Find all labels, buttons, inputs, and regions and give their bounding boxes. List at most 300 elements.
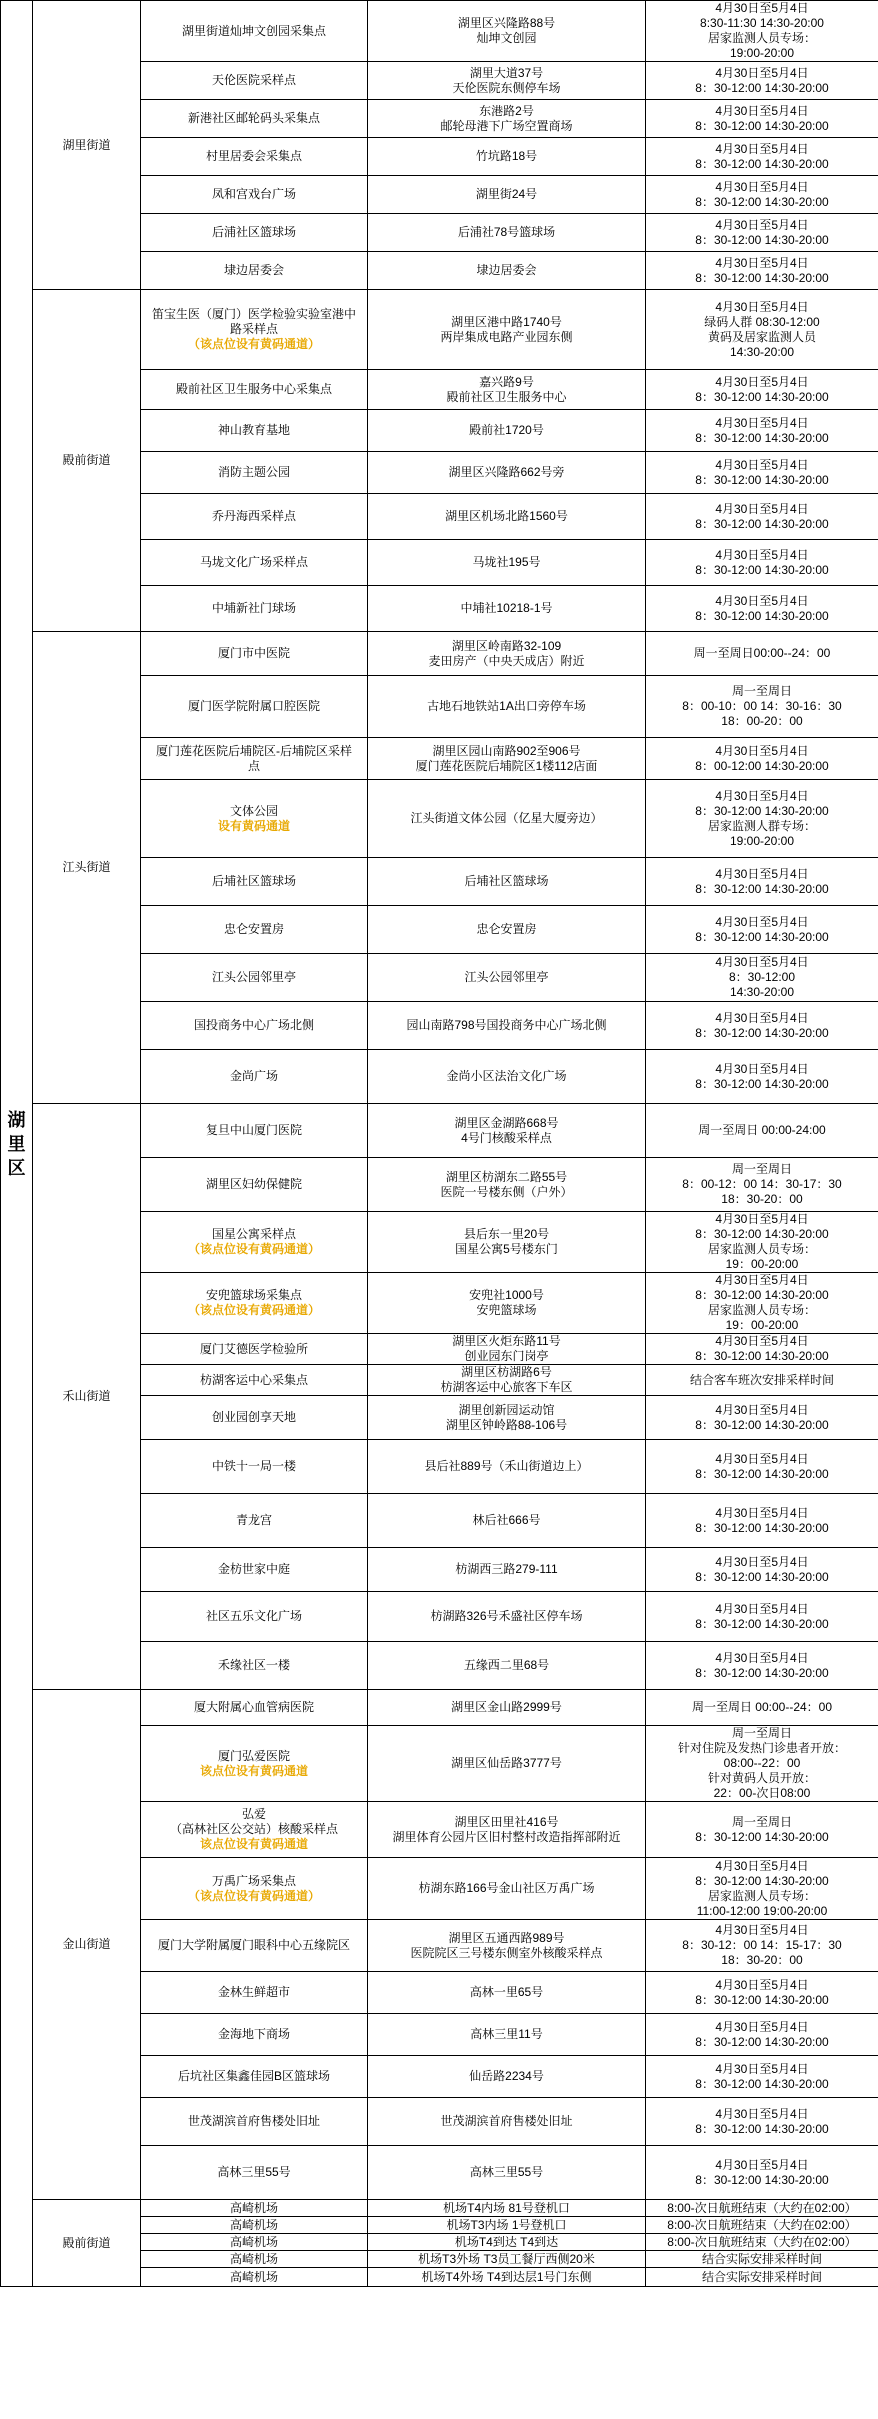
- time-cell: [646, 586, 878, 632]
- address-cell: [368, 2056, 646, 2098]
- time-cell: [646, 2251, 878, 2268]
- cell-line: 枋湖路326号禾盛社区停车场: [430, 1609, 583, 1623]
- address-cell: [368, 1494, 646, 1548]
- site-name-cell: [141, 540, 368, 586]
- cell-line: 8:00-次日航班结束（大约在02:00）: [667, 2200, 857, 2215]
- cell-line: 4月30日至5月4日: [715, 1212, 809, 1226]
- address-cell: [368, 138, 646, 176]
- cell-line: 后坑社区集鑫佳园B区篮球场: [177, 2069, 330, 2083]
- time-cell: [646, 540, 878, 586]
- cell-line: 医院一号楼东侧（户外）: [440, 1184, 573, 1199]
- site-name-cell: [141, 632, 368, 676]
- address-cell: [368, 1104, 646, 1158]
- time-cell: [646, 62, 878, 100]
- cell-line: 竹坑路18号: [475, 149, 538, 163]
- cell-line: 4月30日至5月4日: [715, 1451, 809, 1466]
- address-cell: [368, 252, 646, 290]
- cell-line: 8：30-12:00 14:30-20:00: [695, 929, 829, 944]
- cell-line: 4月30日至5月4日: [715, 1601, 809, 1616]
- site-name-cell: [141, 906, 368, 954]
- time-cell: [646, 906, 878, 954]
- cell-line: 湖里区园山南路902至906号: [432, 743, 581, 758]
- cell-line: 麦田房产（中央天成店）附近: [428, 653, 585, 668]
- cell-line: 18：30-20：00: [721, 1953, 803, 1967]
- site-name-cell: [141, 1642, 368, 1690]
- time-cell: [646, 954, 878, 1002]
- cell-line: 4月30日至5月4日: [715, 1, 809, 15]
- time-cell: [646, 1002, 878, 1050]
- site-name-cell: [141, 1972, 368, 2014]
- cell-line: 18：30-20：00: [721, 1192, 803, 1206]
- cell-line: 4月30日至5月4日: [715, 1273, 809, 1287]
- cell-line: 忠仑安置房: [223, 922, 284, 936]
- cell-line: 19：00-20:00: [725, 1257, 799, 1271]
- site-name-cell: [141, 2200, 368, 2217]
- cell-line: 8：30-12:00 14:30-20:00: [695, 2172, 829, 2187]
- time-cell: [646, 1104, 878, 1158]
- cell-line: 后浦社区篮球场: [211, 225, 296, 239]
- time-cell: [646, 2268, 878, 2287]
- cell-line: 湖里体育公园片区旧村整村改造指挥部附近: [392, 1829, 621, 1844]
- site-name-cell: [141, 1212, 368, 1273]
- cell-line: 厦门医学院附属口腔医院: [187, 699, 320, 713]
- address-cell: [368, 954, 646, 1002]
- cell-line: 居家监测人员专场：: [707, 1888, 816, 1903]
- address-cell: [368, 1802, 646, 1858]
- cell-line: 新港社区邮轮码头采集点: [187, 111, 320, 125]
- cell-line: 居家监测人员专场：: [707, 1242, 816, 1256]
- cell-line: 8：00-12:00 14:30-20:00: [695, 758, 829, 773]
- cell-line: 4月30日至5月4日: [715, 743, 809, 758]
- time-cell: [646, 738, 878, 780]
- cell-line: 湖里区兴隆路662号旁: [448, 465, 565, 479]
- cell-line: 4月30日至5月4日: [715, 1505, 809, 1520]
- cell-line: 8：30-12:00 14:30-20:00: [695, 1520, 829, 1535]
- cell-line: 周一至周日: [731, 1726, 792, 1740]
- site-name-cell: [141, 586, 368, 632]
- cell-line: 湖里区田里社416号: [454, 1814, 559, 1829]
- site-name-cell: [141, 2234, 368, 2251]
- time-cell: [646, 410, 878, 452]
- site-name-cell: [141, 1273, 368, 1334]
- cell-line: 8：30-12:00 14:30-20:00: [695, 2034, 829, 2049]
- street-cell: 禾山街道: [33, 1104, 141, 1690]
- cell-line: 枋湖客运中心旅客下车区: [440, 1380, 573, 1394]
- cell-line: 县后东一里20号: [463, 1227, 550, 1241]
- street-cell: 湖里街道: [33, 1, 141, 290]
- yellow-code-note: （该点位设有黄码通道）: [187, 1242, 320, 1256]
- address-cell: [368, 1, 646, 62]
- cell-line: 8：30-12:00 14:30-20:00: [695, 270, 829, 285]
- time-cell: [646, 858, 878, 906]
- cell-line: 国星公寓采样点: [211, 1227, 296, 1241]
- cell-line: 后埔社区篮球场: [211, 874, 296, 888]
- cell-line: 厦门弘爱医院: [217, 1748, 290, 1763]
- cell-line: 4月30日至5月4日: [715, 1402, 809, 1417]
- cell-line: 殿前社区卫生服务中心: [446, 389, 567, 404]
- cell-line: 湖里区火炬东路11号: [452, 1334, 561, 1348]
- cell-line: 8：30-12:00 14:30-20:00: [695, 1569, 829, 1584]
- cell-line: 08:00--22：00: [723, 1756, 801, 1770]
- address-cell: [368, 1050, 646, 1104]
- cell-line: 弘爱: [241, 1807, 266, 1821]
- street-cell: 殿前街道: [33, 2200, 141, 2287]
- cell-line: 14:30-20:00: [729, 344, 795, 359]
- cell-line: 湖里区钟岭路88-106号: [445, 1417, 568, 1432]
- address-cell: [368, 176, 646, 214]
- cell-line: 8：30-12:00: [728, 970, 796, 984]
- time-cell: [646, 1972, 878, 2014]
- cell-line: 点: [247, 758, 260, 773]
- cell-line: 4月30日至5月4日: [715, 1554, 809, 1569]
- site-name-cell: [141, 1396, 368, 1440]
- cell-line: 湖里区仙岳路3777号: [451, 1756, 562, 1770]
- cell-line: 湖里区枋湖东二路55号: [445, 1169, 568, 1184]
- cell-line: 乔丹海西采样点: [211, 509, 296, 523]
- cell-line: 18：00-20：00: [721, 714, 803, 728]
- address-cell: [368, 494, 646, 540]
- cell-line: 高崎机场: [229, 2200, 278, 2215]
- cell-line: 4月30日至5月4日: [715, 103, 809, 118]
- cell-line: 机场T4外场 T4到达层1号门东侧: [421, 2269, 592, 2284]
- street-cell: 殿前街道: [33, 290, 141, 632]
- cell-line: 针对黄码人员开放：: [707, 1771, 816, 1785]
- cell-line: 湖里区枋湖路6号: [461, 1365, 552, 1379]
- site-name-cell: [141, 676, 368, 738]
- time-cell: [646, 494, 878, 540]
- site-name-cell: [141, 1050, 368, 1104]
- time-cell: [646, 1273, 878, 1334]
- cell-line: 世茂湖滨首府售楼处旧址: [187, 2114, 320, 2128]
- yellow-code-note: （该点位设有黄码通道）: [187, 1303, 320, 1317]
- time-cell: [646, 2217, 878, 2234]
- district-cell: [1, 1, 33, 2287]
- cell-line: 中埔社10218-1号: [460, 601, 553, 615]
- site-name-cell: [141, 1365, 368, 1396]
- time-cell: [646, 1396, 878, 1440]
- time-cell: [646, 2098, 878, 2146]
- address-cell: [368, 2098, 646, 2146]
- address-cell: [368, 780, 646, 858]
- site-name-cell: [141, 2217, 368, 2234]
- address-cell: [368, 370, 646, 410]
- time-cell: [646, 676, 878, 738]
- cell-line: 天伦医院采样点: [211, 73, 296, 87]
- cell-line: 8：30-12:00 14:30-20:00: [695, 1992, 829, 2007]
- site-name-cell: [141, 370, 368, 410]
- address-cell: [368, 1440, 646, 1494]
- table-row: [1, 632, 878, 676]
- cell-line: 4月30日至5月4日: [715, 217, 809, 232]
- table-row: [1, 1104, 878, 1158]
- cell-line: 8:30-11:30 14:30-20:00: [700, 16, 824, 30]
- cell-line: 笛宝生医（厦门）医学检验实验室港中: [151, 307, 356, 321]
- address-cell: [368, 2217, 646, 2234]
- address-cell: [368, 906, 646, 954]
- cell-line: 8：30-12:00 14:30-20:00: [695, 881, 829, 896]
- address-cell: [368, 452, 646, 494]
- address-cell: [368, 62, 646, 100]
- cell-line: 8：30-12:00 14:30-20:00: [695, 472, 829, 487]
- time-cell: [646, 1212, 878, 1273]
- address-cell: [368, 1972, 646, 2014]
- cell-line: 医院院区三号楼东侧室外核酸采样点: [410, 1945, 603, 1960]
- time-cell: [646, 1858, 878, 1920]
- cell-line: 厦门莲花医院后埔院区1楼112店面: [415, 758, 598, 773]
- cell-line: 仙岳路2234号: [469, 2069, 544, 2083]
- address-cell: [368, 2234, 646, 2251]
- cell-line: 湖里区兴隆路88号: [457, 16, 556, 30]
- cell-line: 复旦中山厦门医院: [205, 1123, 302, 1137]
- site-name-cell: [141, 410, 368, 452]
- cell-line: 4月30日至5月4日: [715, 593, 809, 608]
- time-cell: [646, 1365, 878, 1396]
- cell-line: 8：30-12:00 14:30-20:00: [695, 608, 829, 623]
- cell-line: 8：30-12:00 14:30-20:00: [695, 389, 829, 404]
- time-cell: [646, 370, 878, 410]
- address-cell: [368, 1002, 646, 1050]
- cell-line: 8：30-12:00 14:30-20:00: [695, 803, 829, 818]
- cell-line: 湖里区机场北路1560号: [445, 509, 568, 523]
- cell-line: 19:00-20:00: [729, 46, 795, 60]
- cell-line: 嘉兴路9号: [479, 374, 534, 389]
- cell-line: 4月30日至5月4日: [715, 2106, 809, 2121]
- cell-line: 8：30-12:00 14:30-20:00: [695, 1829, 829, 1844]
- site-name-cell: [141, 176, 368, 214]
- cell-line: 埭边居委会: [223, 263, 284, 277]
- site-name-cell: [141, 2098, 368, 2146]
- cell-line: 周一至周日: [731, 1162, 792, 1176]
- cell-line: 8：30-12:00 14:30-20:00: [695, 1349, 829, 1363]
- site-name-cell: [141, 138, 368, 176]
- address-cell: [368, 1642, 646, 1690]
- cell-line: 8:00-次日航班结束（大约在02:00）: [667, 2217, 857, 2232]
- cell-line: 中铁十一局一楼: [211, 1459, 296, 1473]
- time-cell: [646, 632, 878, 676]
- yellow-code-note: （该点位设有黄码通道）: [187, 1888, 320, 1903]
- cell-line: 金尚广场: [229, 1069, 278, 1083]
- site-name-cell: [141, 858, 368, 906]
- cell-line: 园山南路798号国投商务中心广场北侧: [406, 1018, 607, 1032]
- site-name-cell: [141, 1592, 368, 1642]
- cell-line: 居家监测人员专场：: [707, 31, 816, 45]
- cell-line: 国星公寓5号楼东门: [455, 1242, 558, 1256]
- site-name-cell: [141, 780, 368, 858]
- cell-line: 8：30-12:00 14:30-20:00: [695, 516, 829, 531]
- time-cell: [646, 1, 878, 62]
- site-name-cell: [141, 1, 368, 62]
- cell-line: 周一至周日 00:00--24：00: [691, 1700, 833, 1714]
- address-cell: [368, 1273, 646, 1334]
- cell-line: 村里居委会采集点: [205, 149, 302, 163]
- cell-line: 8：30-12:00 14:30-20:00: [695, 232, 829, 247]
- cell-line: 4月30日至5月4日: [715, 2157, 809, 2172]
- address-cell: [368, 1396, 646, 1440]
- cell-line: 殿前社区卫生服务中心采集点: [175, 382, 332, 396]
- cell-line: 殿前社1720号: [469, 423, 544, 437]
- cell-line: 湖里区港中路1740号: [451, 314, 562, 329]
- cell-line: 4月30日至5月4日: [715, 1334, 809, 1348]
- site-name-cell: [141, 290, 368, 370]
- time-cell: [646, 1050, 878, 1104]
- site-name-cell: [141, 2251, 368, 2268]
- time-cell: [646, 1494, 878, 1548]
- cell-line: 凤和宫戏台广场: [211, 187, 296, 201]
- cell-line: 安兜篮球场采集点: [205, 1288, 302, 1302]
- address-cell: [368, 1548, 646, 1592]
- address-cell: [368, 1334, 646, 1365]
- cell-line: 周一至周日: [731, 1814, 792, 1829]
- cell-line: 江头公园邻里亭: [211, 970, 296, 984]
- cell-line: 安兜社1000号: [469, 1288, 544, 1302]
- time-cell: [646, 1690, 878, 1726]
- cell-line: 厦门大学附属厦门眼科中心五缘院区: [157, 1938, 350, 1952]
- cell-line: 天伦医院东侧停车场: [452, 80, 561, 95]
- address-cell: [368, 2146, 646, 2200]
- address-cell: [368, 100, 646, 138]
- cell-line: 4月30日至5月4日: [715, 374, 809, 389]
- cell-line: 马垅社195号: [472, 555, 541, 569]
- address-cell: [368, 1690, 646, 1726]
- cell-line: 湖里创新园运动馆: [458, 1402, 555, 1417]
- time-cell: [646, 2014, 878, 2056]
- table-row: [1, 1, 878, 62]
- cell-line: 19：00-20:00: [725, 1318, 799, 1332]
- address-cell: [368, 2014, 646, 2056]
- cell-line: 后浦社78号篮球场: [457, 225, 556, 239]
- cell-line: 枋湖东路166号金山社区万禹广场: [418, 1881, 595, 1895]
- address-cell: [368, 214, 646, 252]
- cell-line: 消防主题公园: [217, 465, 290, 479]
- address-cell: [368, 632, 646, 676]
- cell-line: 8：30-12：00 14：15-17：30: [682, 1938, 842, 1952]
- cell-line: 8：30-12:00 14:30-20:00: [695, 562, 829, 577]
- time-cell: [646, 1548, 878, 1592]
- cell-line: 五缘西二里68号: [463, 1658, 550, 1672]
- cell-line: 结合实际安排采样时间: [701, 2269, 822, 2284]
- time-cell: [646, 1334, 878, 1365]
- address-cell: [368, 738, 646, 780]
- cell-line: 机场T4到达 T4到达: [454, 2234, 559, 2249]
- cell-line: 机场T4内场 81号登机口: [443, 2200, 570, 2215]
- cell-line: 创业园东门岗亭: [464, 1349, 549, 1363]
- cell-line: 黄码及居家监测人员: [707, 329, 816, 344]
- cell-line: 厦门莲花医院后埔院区-后埔院区采样: [156, 743, 352, 758]
- cell-line: 高林三里55号: [469, 2165, 544, 2179]
- cell-line: 4月30日至5月4日: [715, 1858, 809, 1873]
- cell-line: 湖里大道37号: [469, 65, 544, 80]
- address-cell: [368, 676, 646, 738]
- cell-line: 4月30日至5月4日: [715, 955, 809, 969]
- cell-line: 8：30-12:00 14:30-20:00: [695, 156, 829, 171]
- site-name-cell: [141, 1002, 368, 1050]
- cell-line: 高崎机场: [229, 2251, 278, 2266]
- cell-line: 湖里区岭南路32-109: [451, 638, 562, 653]
- site-name-cell: [141, 2268, 368, 2287]
- cell-line: 中埔新社门球场: [211, 601, 296, 615]
- address-cell: [368, 1365, 646, 1396]
- cell-line: 创业园创享天地: [211, 1410, 296, 1424]
- cell-line: 4月30日至5月4日: [715, 788, 809, 803]
- cell-line: 枋湖西三路279-111: [455, 1562, 558, 1576]
- site-name-cell: [141, 1334, 368, 1365]
- site-name-cell: [141, 1802, 368, 1858]
- cell-line: 枋湖客运中心采集点: [199, 1372, 308, 1387]
- site-name-cell: [141, 214, 368, 252]
- table-row: [1, 1690, 878, 1726]
- cell-line: 禾缘社区一楼: [217, 1658, 290, 1672]
- address-cell: [368, 858, 646, 906]
- time-cell: [646, 214, 878, 252]
- cell-line: 神山教育基地: [217, 423, 290, 437]
- site-name-cell: [141, 100, 368, 138]
- cell-line: 高崎机场: [229, 2234, 278, 2249]
- cell-line: （高林社区公交站）核酸采样点: [169, 1822, 338, 1836]
- cell-line: 8：30-12:00 14:30-20:00: [695, 430, 829, 445]
- cell-line: 4月30日至5月4日: [715, 547, 809, 562]
- cell-line: 8:00-次日航班结束（大约在02:00）: [667, 2234, 857, 2249]
- address-cell: [368, 540, 646, 586]
- cell-line: 安兜篮球场: [476, 1303, 537, 1317]
- site-name-cell: [141, 1440, 368, 1494]
- cell-line: 4月30日至5月4日: [715, 255, 809, 270]
- cell-line: 8：30-12:00 14:30-20:00: [695, 2121, 829, 2136]
- yellow-code-note: （该点位设有黄码通道）: [187, 337, 320, 351]
- cell-line: 江头街道文体公园（亿星大厦旁边）: [410, 811, 603, 825]
- cell-line: 机场T3内场 1号登机口: [446, 2217, 567, 2232]
- cell-line: 路采样点: [229, 322, 278, 336]
- cell-line: 4月30日至5月4日: [715, 299, 809, 314]
- cell-line: 厦门市中医院: [217, 646, 290, 660]
- site-name-cell: [141, 1104, 368, 1158]
- cell-line: 国投商务中心广场北侧: [193, 1018, 314, 1032]
- cell-line: 14:30-20:00: [729, 985, 795, 999]
- cell-line: 4月30日至5月4日: [715, 1010, 809, 1025]
- cell-line: 8：30-12:00 14:30-20:00: [695, 1227, 829, 1241]
- street-cell: 江头街道: [33, 632, 141, 1104]
- cell-line: 马垅文化广场采样点: [199, 555, 308, 569]
- cell-line: 8：30-12:00 14:30-20:00: [695, 1417, 829, 1432]
- time-cell: [646, 290, 878, 370]
- cell-line: 4月30日至5月4日: [715, 415, 809, 430]
- cell-line: 4月30日至5月4日: [715, 457, 809, 472]
- cell-line: 8：00-12：00 14：30-17：30: [682, 1177, 842, 1191]
- cell-line: 4月30日至5月4日: [715, 1923, 809, 1937]
- site-name-cell: [141, 2014, 368, 2056]
- cell-line: 邮轮母港下广场空置商场: [440, 118, 573, 133]
- cell-line: 湖里区五通西路989号: [448, 1930, 565, 1945]
- site-name-cell: [141, 1726, 368, 1802]
- time-cell: [646, 100, 878, 138]
- address-cell: [368, 1858, 646, 1920]
- time-cell: [646, 1726, 878, 1802]
- time-cell: [646, 780, 878, 858]
- cell-line: 古地石地铁站1A出口旁停车场: [427, 699, 586, 713]
- street-cell: 金山街道: [33, 1690, 141, 2200]
- address-cell: [368, 1726, 646, 1802]
- cell-line: 金海地下商场: [217, 2027, 290, 2041]
- site-name-cell: [141, 1690, 368, 1726]
- time-cell: [646, 2234, 878, 2251]
- cell-line: 结合客车班次安排采样时间: [689, 1372, 834, 1387]
- cell-line: 4月30日至5月4日: [715, 1977, 809, 1992]
- cell-line: 8：30-12:00 14:30-20:00: [695, 118, 829, 133]
- address-cell: [368, 1920, 646, 1972]
- time-cell: [646, 1592, 878, 1642]
- cell-line: 忠仑安置房: [476, 922, 537, 936]
- cell-line: 两岸集成电路产业园东侧: [440, 329, 573, 344]
- cell-line: 万禹广场采集点: [211, 1873, 296, 1888]
